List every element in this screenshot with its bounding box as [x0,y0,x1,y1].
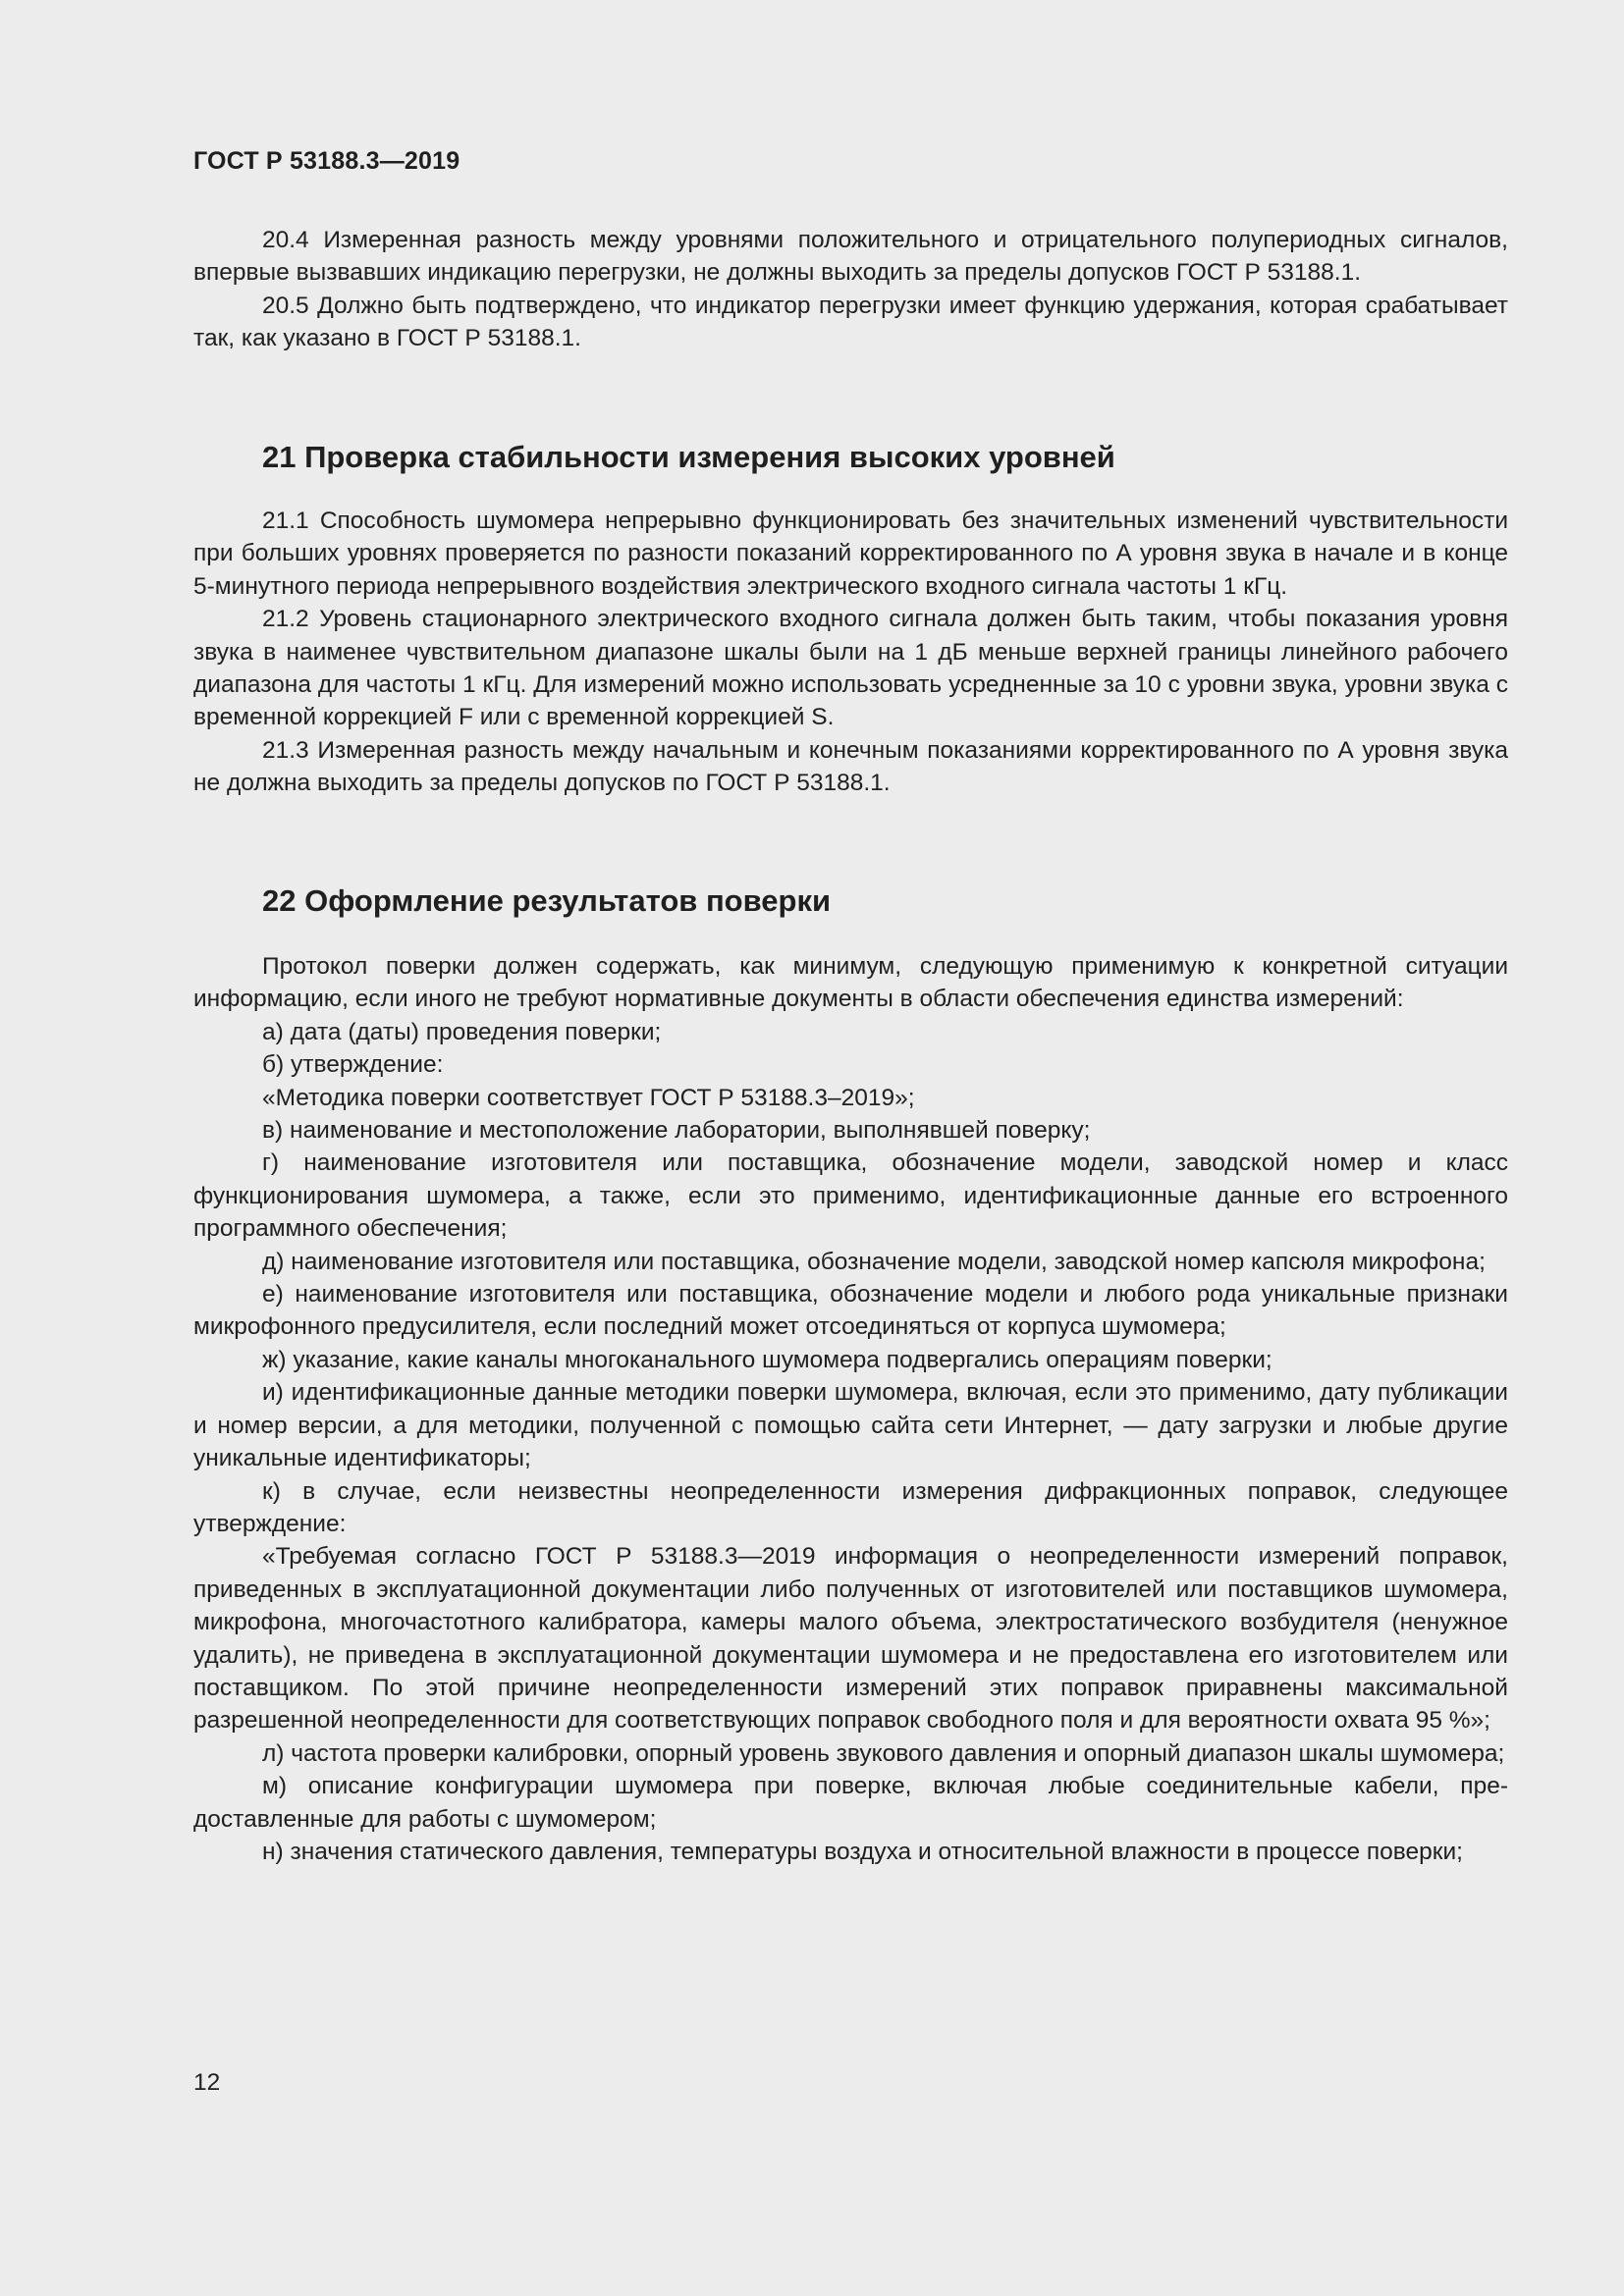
list-item-a: а) дата (даты) проведения поверки; [262,1018,662,1045]
clauses-20 [193,224,1508,355]
clause-21-1: 21.1 Способность шумомера непрерывно функционировать без значительных изменений чувствительности при больших уровнях проверяется по разности показаний корректированного по А уровня звука в начале и в конце 5-минутного периода непрерывного воздействия электрического входного сигнала частоты 1 кГц. [193,507,1508,600]
list-item-v: в) наименование и местоположение лаборатории, выполнявшей поверку; [262,1117,1091,1145]
section-21-body [193,505,1508,800]
list-item-g: г) наименование изготовителя или поставщика, обозначение модели, заводской номер и класс функционирования шумомера, а также, если это применимо, идентификационные данные его встроенного программного обеспечения; [193,1149,1508,1243]
statement-quote-1: «Методика поверки соответствует ГОСТ Р 53188.3–2019»; [262,1084,915,1111]
clause-21-3: 21.3 Измеренная разность между начальным и конечным показаниями корректированного по А уровня звука не должна выходить за пределы допусков по ГОСТ Р 53188.1. [193,736,1508,797]
protocol-intro: Протокол поверки должен содержать, как минимум, следующую применимую к конкретной ситуации информацию, если иного не требуют нормативные документы в области обеспечения единства измерений: [193,953,1508,1013]
list-item-m: м) описание конфигурации шумомера при поверке, включая любые соединительные кабели, предоставленные для работы с шумомером; [193,1773,1508,1833]
section-22-heading: 22 Оформление результатов поверки [262,883,832,918]
clause-21-2: 21.2 Уровень стационарного электрического входного сигнала должен быть таким, чтобы показания уровня звука в наименее чувствительном диапазоне шкалы были на 1 дБ меньше верхней границы линейного рабочего диапазона для частоты 1 кГц. Для измерений можно использовать усредненные за 10 с уровни звука, уровни звука с временной коррекцией F или с временной коррекцией S. [193,606,1508,731]
clause-20-4: 20.4 Измеренная разность между уровнями положительного и отрицательного полупериодных сигналов, впервые вызвавших индикацию перегрузки, не должны выходить за пределы допусков ГОСТ Р 53188.1. [193,227,1508,287]
list-item-e: е) наименование изготовителя или поставщика, обозначение модели и любого рода уникальные признаки микрофонного предусилителя, если последний может отсоединяться от корпуса шумомера; [193,1281,1508,1341]
list-item-k: к) в случае, если неизвестны неопределенности измерения дифракционных поправок, следующее утверждение: [193,1477,1508,1537]
page-number: 12 [193,2069,221,2096]
list-item-l: л) частота проверки калибровки, опорный уровень звукового давления и опорный диапазон шкалы шумомера; [262,1739,1505,1767]
list-item-d: д) наименование изготовителя или поставщика, обозначение модели, заводской номер капсюля микрофона; [262,1248,1486,1275]
list-item-zh: ж) указание, какие каналы многоканального шумомера подвергались операциям поверки; [262,1346,1272,1373]
section-21-heading: 21 Проверка стабильности измерения высоких уровней [262,440,1115,474]
list-item-i: и) идентификационные данные методики поверки шумомера, включая, если это применимо, дату публикации и номер версии, а для методики, полученной с помощью сайта сети Интернет, — дату загрузки и любые другие уникальные идентификаторы; [193,1379,1508,1472]
statement-quote-2: «Требуемая согласно ГОСТ Р 53188.3—2019 информация о неопределенности измерений поправок, приведенных в эксплуатационной документации либо полученных от изготовителей или поставщиков шумомера, микрофона, многочастотного калибратора, камеры малого объема, электростатического возбудителя (ненужное удалить), не приведена в эксплуатационной документации шумомера и не предоставлена его изготовителем или поставщиком. По этой причине неопределенности измерений этих поправок приравнены максимальной разрешенной неопределенности для соответствующих поправок свободного поля и для вероятности охвата 95 %»; [193,1543,1508,1735]
standard-header: ГОСТ Р 53188.3—2019 [193,147,460,175]
clause-20-5: 20.5 Должно быть подтверждено, что индикатор перегрузки имеет функцию удержания, которая срабатывает так, как указано в ГОСТ Р 53188.1. [193,292,1508,352]
section-22-body [193,950,1508,1868]
list-item-n: н) значения статического давления, температуры воздуха и относительной влажности в процессе поверки; [262,1838,1463,1865]
list-item-b: б) утверждение: [262,1051,444,1079]
